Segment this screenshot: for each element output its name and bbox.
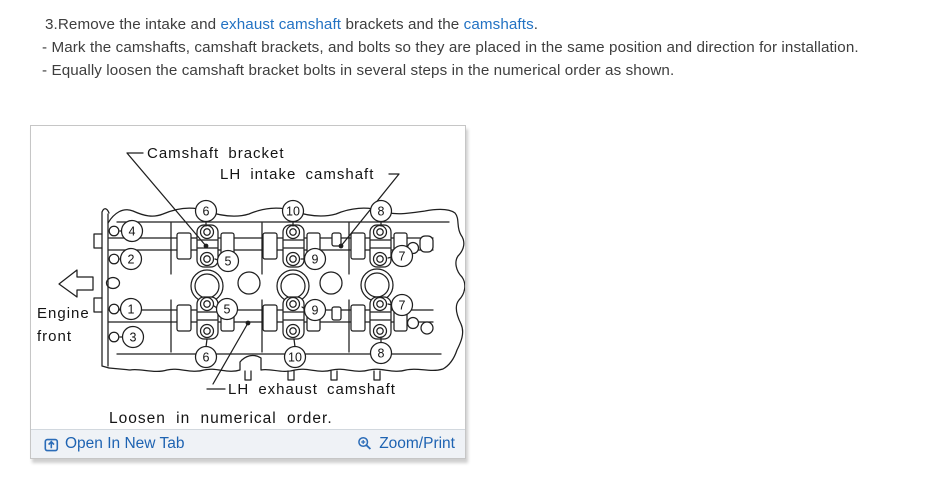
callout-intake-top-10 (283, 201, 304, 222)
callout-intake-5 (218, 251, 239, 272)
callout-exhaust-5 (217, 299, 238, 320)
svg-text:10: 10 (286, 204, 300, 219)
open-in-new-tab-label: Open In New Tab (65, 435, 185, 452)
callout-front-4 (122, 221, 143, 242)
svg-text:7: 7 (398, 249, 406, 264)
zoom-print-label: Zoom/Print (379, 435, 455, 452)
instructions (42, 13, 859, 82)
callout-intake-7 (392, 246, 413, 267)
figure-footer-bar (31, 429, 465, 458)
engine-front-arrow (59, 270, 93, 297)
note-loosen: - Equally loosen the camshaft bracket bolts in several steps in the numerical order as shown. (42, 62, 675, 79)
callout-exhaust-bottom-6 (196, 347, 217, 368)
label-camshaft-bracket: Camshaft bracket (147, 145, 285, 162)
callout-exhaust-bottom-10 (285, 347, 306, 368)
open-in-new-tab-icon (44, 437, 59, 452)
label-lh-exhaust-camshaft: LH exhaust camshaft (228, 381, 396, 398)
callout-front-3 (123, 327, 144, 348)
camshaft-diagram-svg (31, 126, 465, 430)
svg-text:9: 9 (311, 303, 319, 318)
svg-text:2: 2 (127, 252, 135, 267)
callout-intake-top-6 (196, 201, 217, 222)
svg-text:6: 6 (202, 204, 210, 219)
front-bolt-holes (109, 226, 119, 342)
svg-text:6: 6 (202, 350, 210, 365)
link-camshafts[interactable]: camshafts (463, 16, 534, 33)
svg-text:5: 5 (224, 254, 232, 269)
svg-text:5: 5 (223, 302, 231, 317)
diagram-panel (30, 125, 466, 459)
label-engine-front-2: front (37, 328, 73, 345)
svg-text:8: 8 (377, 204, 385, 219)
link-exhaust-camshaft[interactable]: exhaust camshaft (220, 16, 342, 33)
svg-text:7: 7 (398, 298, 406, 313)
step-line (42, 13, 859, 36)
diagram-caption: Loosen in numerical order. (109, 410, 333, 427)
callout-intake-top-8 (371, 201, 392, 222)
svg-text:3: 3 (129, 330, 137, 345)
step-suffix: . (533, 16, 539, 33)
callout-exhaust-9 (305, 300, 326, 321)
zoom-print-link[interactable] (357, 435, 455, 453)
callout-exhaust-bottom-8 (371, 343, 392, 364)
step-prefix: 3.Remove the intake and (45, 16, 221, 33)
label-lh-intake-camshaft: LH intake camshaft (220, 166, 375, 183)
svg-text:10: 10 (288, 350, 302, 365)
svg-text:4: 4 (128, 224, 136, 239)
callout-front-2 (121, 249, 142, 270)
callout-exhaust-7 (392, 295, 413, 316)
open-in-new-tab-link[interactable] (44, 435, 184, 453)
svg-text:8: 8 (377, 346, 385, 361)
magnifier-icon (357, 436, 373, 452)
note-mark: - Mark the camshafts, camshaft brackets, and bolts so they are placed in the same position and direction for installation. (42, 39, 859, 56)
step-middle: brackets and the (341, 16, 464, 33)
callout-intake-9 (305, 249, 326, 270)
svg-text:1: 1 (127, 302, 135, 317)
label-engine-front-1: Engine (37, 305, 90, 322)
callout-front-1 (121, 299, 142, 320)
svg-text:9: 9 (311, 252, 319, 267)
